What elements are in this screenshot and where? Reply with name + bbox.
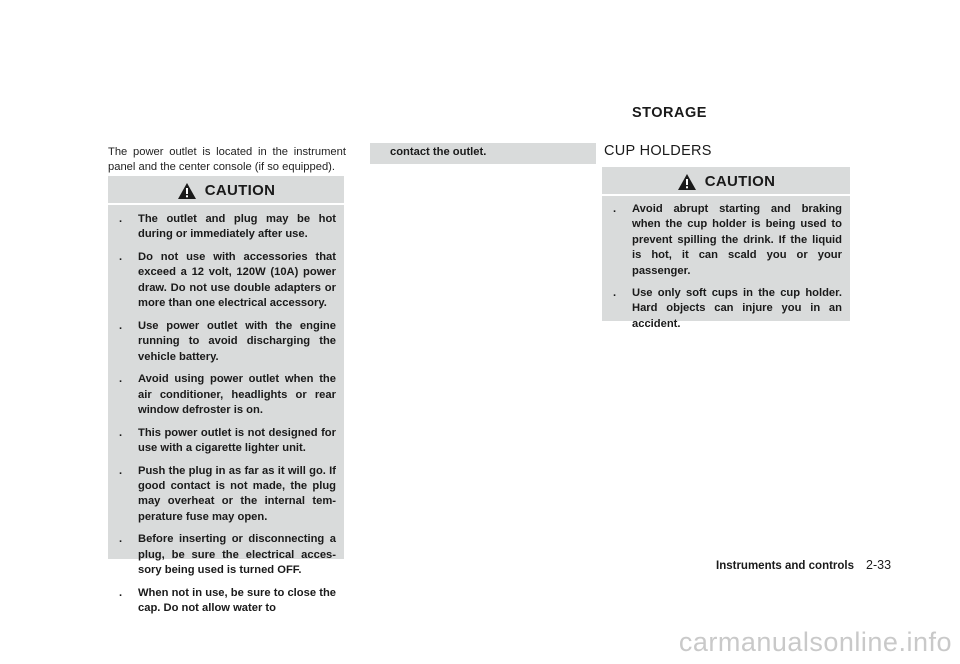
caution-list xyxy=(116,212,336,624)
caution-title: CAUTION xyxy=(704,173,776,190)
caution-header xyxy=(602,167,850,196)
list-item: . Before inserting or disconnecting a plug, be sure the electrical acces-sory being used is turned OFF. xyxy=(119,533,336,577)
warning-triangle-icon xyxy=(177,182,197,200)
list-item: . The outlet and plug may be hot during or immediately after use. xyxy=(119,213,336,241)
caution-list xyxy=(610,202,842,339)
intro-paragraph: The power outlet is located in the instrument panel and the center console (if so equipped). xyxy=(108,146,346,173)
list-item: . Use power outlet with the engine running to avoid discharging the vehicle battery. xyxy=(119,319,336,363)
watermark: carmanualsonline.info xyxy=(678,627,952,657)
caution-header xyxy=(108,176,344,205)
page-footer xyxy=(716,558,891,572)
caution-continuation-box xyxy=(370,143,596,164)
page-number: 2-33 xyxy=(866,558,892,572)
list-item: . This power outlet is not designed for use with a cigarette lighter unit. xyxy=(119,426,336,455)
caution-box-power-outlet xyxy=(108,176,344,615)
footer-chapter: Instruments and controls xyxy=(716,560,855,572)
caution-box-cup-holders xyxy=(602,167,850,330)
list-item: . Push the plug in as far as it will go. If good contact is not made, the plug may overheat or the internal tem-perature fuse may open. xyxy=(119,464,336,523)
section-heading-storage: STORAGE xyxy=(632,105,707,121)
subheading-cup-holders: CUP HOLDERS xyxy=(604,143,712,159)
list-item: . Avoid using power outlet when the air conditioner, headlights or rear window defroster is on. xyxy=(119,373,336,417)
list-item: . Avoid abrupt starting and braking when the cup holder is being used to prevent spilling the drink. If the liquid is hot, it can scald you or your passenger. xyxy=(613,203,842,277)
caution-continuation-text: contact the outlet. xyxy=(390,146,487,158)
warning-triangle-icon xyxy=(677,173,697,191)
list-item: . When not in use, be sure to close the cap. Do not allow water to xyxy=(119,586,336,615)
list-item: . Use only soft cups in the cup holder. Hard objects can injure you in an accident. xyxy=(613,287,842,330)
caution-title: CAUTION xyxy=(204,182,276,199)
list-item: . Do not use with accessories that exceed a 12 volt, 120W (10A) power draw. Do not use double adapters or more than one electrical accessory. xyxy=(119,251,336,310)
